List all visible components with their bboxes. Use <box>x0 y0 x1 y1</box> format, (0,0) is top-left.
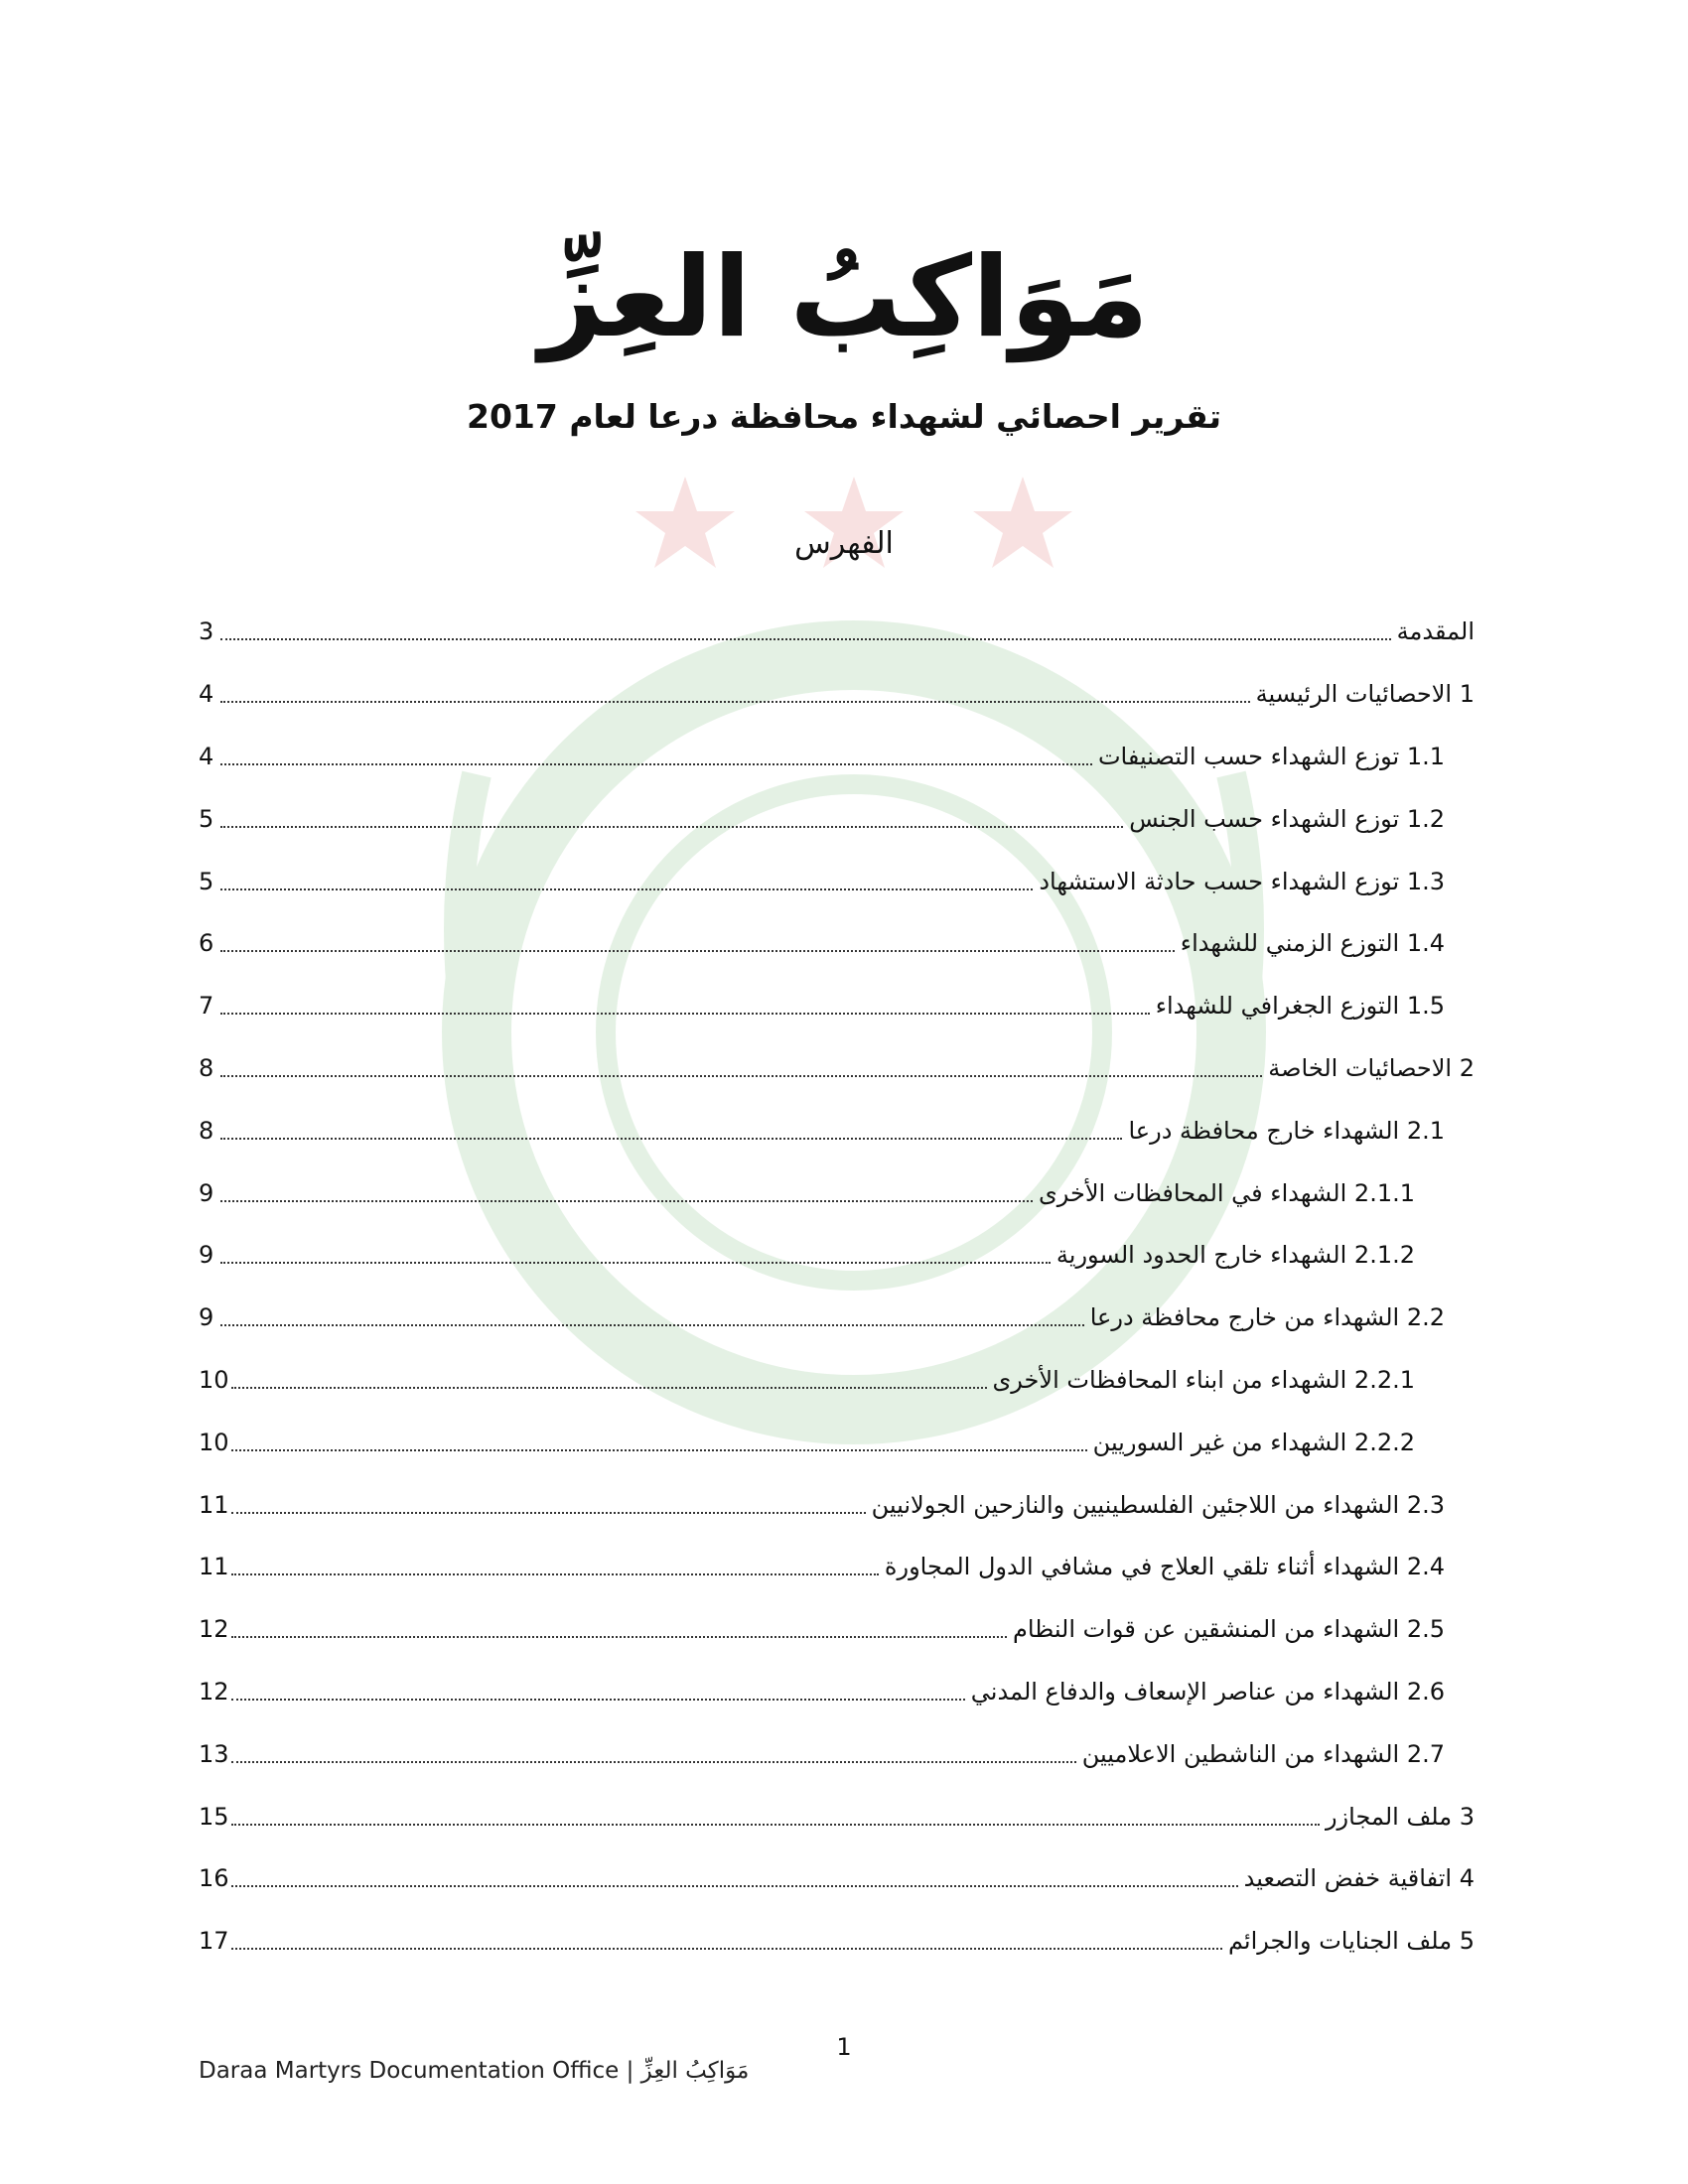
report-title: مَوَاكِبُ العِزِّ <box>539 233 1149 362</box>
page-number: 1 <box>836 2033 852 2061</box>
toc-entry-label: 1.5 التوزع الجغرافي للشهداء <box>1155 992 1445 1021</box>
toc-entry-label: 2.1.1 الشهداء في المحافظات الأخرى <box>1038 1178 1415 1207</box>
toc-leader-dots <box>220 701 1250 703</box>
toc-entry[interactable] <box>199 663 1475 726</box>
toc-leader-dots <box>231 1761 1076 1763</box>
toc-entry[interactable] <box>199 601 1475 663</box>
toc-leader-dots <box>231 1573 879 1575</box>
toc-entry-label: 1.3 توزع الشهداء حسب حادثة الاستشهاد <box>1039 867 1445 895</box>
toc-leader-dots <box>231 1699 965 1701</box>
toc-entry-label: 2.4 الشهداء أثناء تلقي العلاج في مشافي الدول المجاورة <box>884 1553 1445 1581</box>
toc-entry[interactable] <box>199 1349 1475 1412</box>
toc-leader-dots <box>231 1512 866 1514</box>
toc-leader-dots <box>220 1013 1150 1015</box>
toc-leader-dots <box>220 1262 1051 1264</box>
toc-heading: الفهرس <box>794 526 894 561</box>
toc-entry[interactable] <box>199 726 1475 788</box>
toc-leader-dots <box>231 1948 1222 1950</box>
toc-leader-dots <box>231 1387 987 1389</box>
toc-entry-page: 5 <box>199 867 214 895</box>
toc-entry-page: 10 <box>199 1365 229 1394</box>
toc-entry-page: 9 <box>199 1241 214 1270</box>
toc-entry-page: 16 <box>199 1864 229 1893</box>
toc-entry-label: 2.2.2 الشهداء من غير السوريين <box>1092 1428 1415 1456</box>
toc-entry[interactable] <box>199 1598 1475 1661</box>
toc-entry[interactable] <box>199 1099 1475 1161</box>
toc-entry[interactable] <box>199 975 1475 1037</box>
toc-entry-label: 2.6 الشهداء من عناصر الإسعاف والدفاع المدني <box>970 1677 1445 1706</box>
toc-entry-label: 5 ملف الجنايات والجرائم <box>1227 1927 1475 1956</box>
toc-entry-label: المقدمة <box>1396 617 1475 646</box>
toc-entry[interactable] <box>199 912 1475 975</box>
toc-entry[interactable] <box>199 1910 1475 1973</box>
toc-entry-label: 2 الاحصائيات الخاصة <box>1268 1053 1475 1082</box>
toc-entry-page: 10 <box>199 1428 229 1456</box>
toc-entry-label: 2.2 الشهداء من خارج محافظة درعا <box>1089 1303 1445 1332</box>
toc-entry-label: 2.5 الشهداء من المنشقين عن قوات النظام <box>1012 1615 1445 1644</box>
toc-leader-dots <box>220 1324 1084 1326</box>
report-subtitle: تقرير احصائي لشهداء محافظة درعا لعام 2017 <box>467 397 1221 436</box>
toc-entry-page: 13 <box>199 1739 229 1768</box>
toc-entry-label: 2.1.2 الشهداء خارج الحدود السورية <box>1055 1241 1415 1270</box>
toc-entry[interactable] <box>199 850 1475 912</box>
toc-entry[interactable] <box>199 1847 1475 1910</box>
footer-text: Daraa Martyrs Documentation Office | مَوَاكِبُ العِزِّ <box>199 2058 750 2084</box>
toc-entry-page: 4 <box>199 742 214 770</box>
toc-leader-dots <box>220 888 1033 890</box>
toc-entry-label: 4 اتفاقية خفض التصعيد <box>1243 1864 1475 1893</box>
toc-entry[interactable] <box>199 1161 1475 1224</box>
toc-entry[interactable] <box>199 1473 1475 1536</box>
toc-entry-page: 7 <box>199 992 214 1021</box>
toc-entry-label: 2.7 الشهداء من الناشطين الاعلاميين <box>1081 1739 1445 1768</box>
toc-entry-page: 9 <box>199 1178 214 1207</box>
toc-entry-label: 3 ملف المجازر <box>1325 1802 1475 1831</box>
toc-entry-page: 5 <box>199 804 214 833</box>
toc-leader-dots <box>220 638 1391 640</box>
toc-entry[interactable] <box>199 1287 1475 1349</box>
toc-leader-dots <box>220 826 1123 828</box>
toc-entry-page: 8 <box>199 1053 214 1082</box>
toc-entry-page: 3 <box>199 617 214 646</box>
toc-entry-page: 11 <box>199 1553 229 1581</box>
toc-leader-dots <box>231 1449 1087 1451</box>
toc-leader-dots <box>220 1075 1262 1077</box>
toc-entry-label: 1.2 توزع الشهداء حسب الجنس <box>1129 804 1445 833</box>
toc-entry-label: 2.2.1 الشهداء من ابناء المحافظات الأخرى <box>992 1365 1415 1394</box>
toc-entry-page: 12 <box>199 1615 229 1644</box>
toc-entry-page: 6 <box>199 929 214 958</box>
toc-entry[interactable] <box>199 1722 1475 1785</box>
toc-leader-dots <box>220 1138 1122 1140</box>
toc-entry-label: 2.1 الشهداء خارج محافظة درعا <box>1128 1116 1445 1145</box>
toc-entry-label: 1 الاحصائيات الرئيسية <box>1255 680 1475 709</box>
toc-entry-page: 11 <box>199 1490 229 1519</box>
toc-leader-dots <box>231 1636 1007 1638</box>
table-of-contents <box>199 601 1475 1973</box>
toc-entry-page: 4 <box>199 680 214 709</box>
toc-entry-page: 12 <box>199 1677 229 1706</box>
toc-entry-label: 1.1 توزع الشهداء حسب التصنيفات <box>1097 742 1445 770</box>
toc-leader-dots <box>220 1200 1033 1202</box>
toc-entry-label: 2.3 الشهداء من اللاجئين الفلسطينيين والنازحين الجولانيين <box>871 1490 1445 1519</box>
toc-entry[interactable] <box>199 1785 1475 1847</box>
toc-entry-label: 1.4 التوزع الزمني للشهداء <box>1180 929 1445 958</box>
toc-leader-dots <box>231 1885 1238 1887</box>
toc-entry-page: 15 <box>199 1802 229 1831</box>
toc-entry[interactable] <box>199 1224 1475 1287</box>
toc-entry-page: 8 <box>199 1116 214 1145</box>
toc-leader-dots <box>220 950 1175 952</box>
toc-entry-page: 17 <box>199 1927 229 1956</box>
toc-leader-dots <box>220 763 1092 765</box>
toc-entry[interactable] <box>199 1536 1475 1598</box>
toc-entry[interactable] <box>199 1661 1475 1723</box>
toc-entry[interactable] <box>199 1037 1475 1100</box>
toc-entry[interactable] <box>199 1411 1475 1473</box>
toc-entry[interactable] <box>199 787 1475 850</box>
toc-leader-dots <box>231 1824 1320 1826</box>
toc-entry-page: 9 <box>199 1303 214 1332</box>
